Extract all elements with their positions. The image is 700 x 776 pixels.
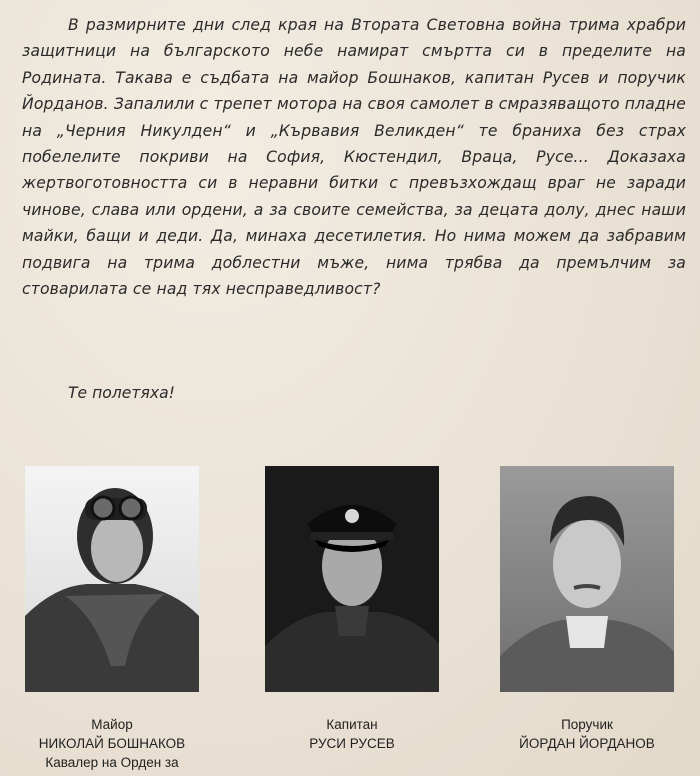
caption-rusev <box>252 715 452 753</box>
caption-name: НИКОЛАЙ БОШНАКОВ <box>38 736 186 751</box>
caption-rank: Майор <box>91 717 133 732</box>
portrait-rusev <box>265 466 439 692</box>
article-paragraph: В размирните дни след края на Втората Световна война трима храбри защитници на българското небе намират смъртта си в пределите на Родината. Такава е съдбата на майор Бошнаков, капитан Русев и поручик Йорданов. Запалили с трепет мотора на своя самолет в смразяващото пладне на „Черния Никулден“ и „Кървавия Великден“ те браниха без страх побелелите покриви на София, Кюстендил, Враца, Русе... Доказаха жертвоготовността си в неравни битки с превъзхождащ враг не заради чинове, слава или ордени, а за своите семейства, за децата долу, днес наши майки, бащи и деди. Да, минаха десетилетия. Но нима можем да забравим подвига на трима доблестни мъже, нима трябва да премълчим за стоварилата се над тях несправедливост? <box>22 16 686 299</box>
caption-name: РУСИ РУСЕВ <box>309 736 395 751</box>
portrait-boshnakov <box>25 466 199 692</box>
caption-note: Кавалер на Орден за <box>45 755 179 770</box>
caption-rank: Поручик <box>561 717 613 732</box>
portrait-yordanov <box>500 466 674 692</box>
caption-boshnakov <box>12 715 212 772</box>
caption-yordanov <box>487 715 687 753</box>
caption-name: ЙОРДАН ЙОРДАНОВ <box>519 736 655 751</box>
tagline: Те полетяха! <box>68 384 175 402</box>
caption-rank: Капитан <box>326 717 378 732</box>
article-body <box>22 12 686 302</box>
